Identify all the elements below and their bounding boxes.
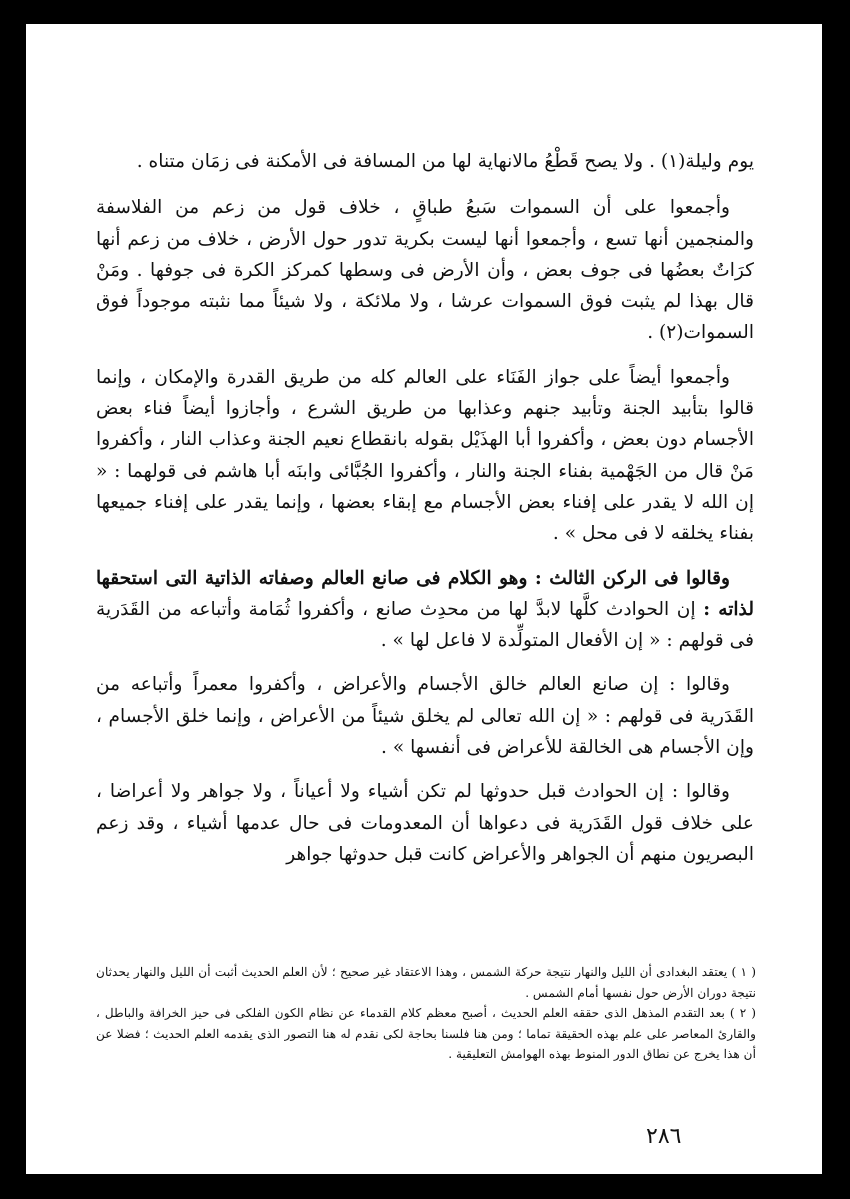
paragraph-continuation: يوم وليلة(١) . ولا يصح قَطْعُ مالانهاية لها من المسافة فى الأمكنة فى زمَان متناه . bbox=[136, 151, 754, 172]
footnote-1: ( ١ ) يعتقد البغدادى أن الليل والنهار نتيجة حركة الشمس ، وهذا الاعتقاد غير صحيح ؛ لأن العلم الحديث أثبت أن الليل والنهار يحدثان نتيجة دوران الأرض حول نفسها أمام الشمس . bbox=[96, 965, 756, 1000]
paragraph-creator bbox=[96, 669, 754, 763]
paragraph-events bbox=[96, 776, 754, 870]
paragraph-third-pillar bbox=[96, 563, 754, 657]
paragraph-heavens bbox=[96, 192, 754, 348]
paragraph-third-pillar-text: إن الحوادث كلَّها لابدَّ لها من محدِث صانع ، وأكفروا ثُمَامة وأتباعه من القَدَرية فى قولهم : « إن الأفعال المتولِّدة لا فاعل لها » . bbox=[96, 598, 754, 652]
paragraph-creator-text: وقالوا : إن صانع العالم خالق الأجسام والأعراض ، وأكفروا معمراً وأتباعه من القَدَرية فى قولهم : « إن الله تعالى لم يخلق شيئاً من الأعراض ، وإنما خلق الأجسام ، وإن الأجسام هى الخالقة للأعراض فى أنفسها » . bbox=[96, 674, 754, 759]
footnote-2: ( ٢ ) بعد التقدم المذهل الذى حققه العلم الحديث ، أصبح معظم كلام القدماء عن نظام الكون الفلكى فى حيز الخرافة والباطل ، والقارئ المعاصر على علم بهذه الحقيقة تماما ؛ ومن هنا فلسنا بحاجة لكى نقدم له هنا التصور الذى يقدمه العلم الحديث ؛ فضلا عن أن هذا يخرج عن نطاق الدور المنوط بهذه الهوامش التعليقية . bbox=[96, 1006, 756, 1061]
paragraph-annihilation-text: وأجمعوا أيضاً على جواز الفَنَاء على العالم كله من طريق القدرة والإمكان ، وإنما قالوا بتأبيد الجنة وتأبيد جنهم وعذابها من طريق الشرع ، وأجازوا أيضاً فناء بعض الأجسام دون بعض ، وأكفروا أبا الهذَيْل بقوله بانقطاع نعيم الجنة وعذاب النار ، وأكفروا مَنْ قال من الجَهْمية بفناء الجنة والنار ، وأكفروا الجُبَّائى وابنَه أبا هاشم فى قولهما : « إن الله لا يقدر على إفناء بعض الأجسام مع إبقاء بعضها ، وإنما يقدر على إفناء جميعها بفناء يخلقه لا فى محل » . bbox=[96, 366, 754, 545]
paragraph-events-text: وقالوا : إن الحوادث قبل حدوثها لم تكن أشياء ولا أعياناً ، ولا جواهر ولا أعراضا ، على خلاف قول القَدَرية فى دعواها أن المعدومات فى حال عدمها أشياء ، وقد زعم البصريون منهم أن الجواهر والأعراض كانت قبل حدوثها جواهر bbox=[96, 781, 754, 865]
paragraph-heavens-text: وأجمعوا على أن السموات سَبعُ طباقٍ ، خلاف قول من زعم من الفلاسفة والمنجمين أنها تسع ، وأجمعوا أنها ليست بكرية تدور حول الأرض ، خلاف من زعم أنها كرَاتٌ بعضُها فى جوف بعض ، وأن الأرض فى وسطها كمركز الكرة فى جوفها . ومَنْ قال بهذا لم يثبت فوق السموات عرشا ، ولا ملائكة ، ولا شيئاً مما نثبته موجوداً فوق السموات(٢) . bbox=[96, 197, 754, 344]
page-number: ٢٨٦ bbox=[646, 1124, 682, 1149]
section-heading: وقالوا فى الركن الثالث : وهو الكلام فى صانع العالم وصفاته الذاتية التى استحقها لذاته : bbox=[96, 567, 754, 620]
paragraph-annihilation bbox=[96, 362, 754, 550]
main-text bbox=[96, 146, 754, 883]
book-page bbox=[26, 24, 822, 1174]
footnotes bbox=[96, 962, 756, 1065]
